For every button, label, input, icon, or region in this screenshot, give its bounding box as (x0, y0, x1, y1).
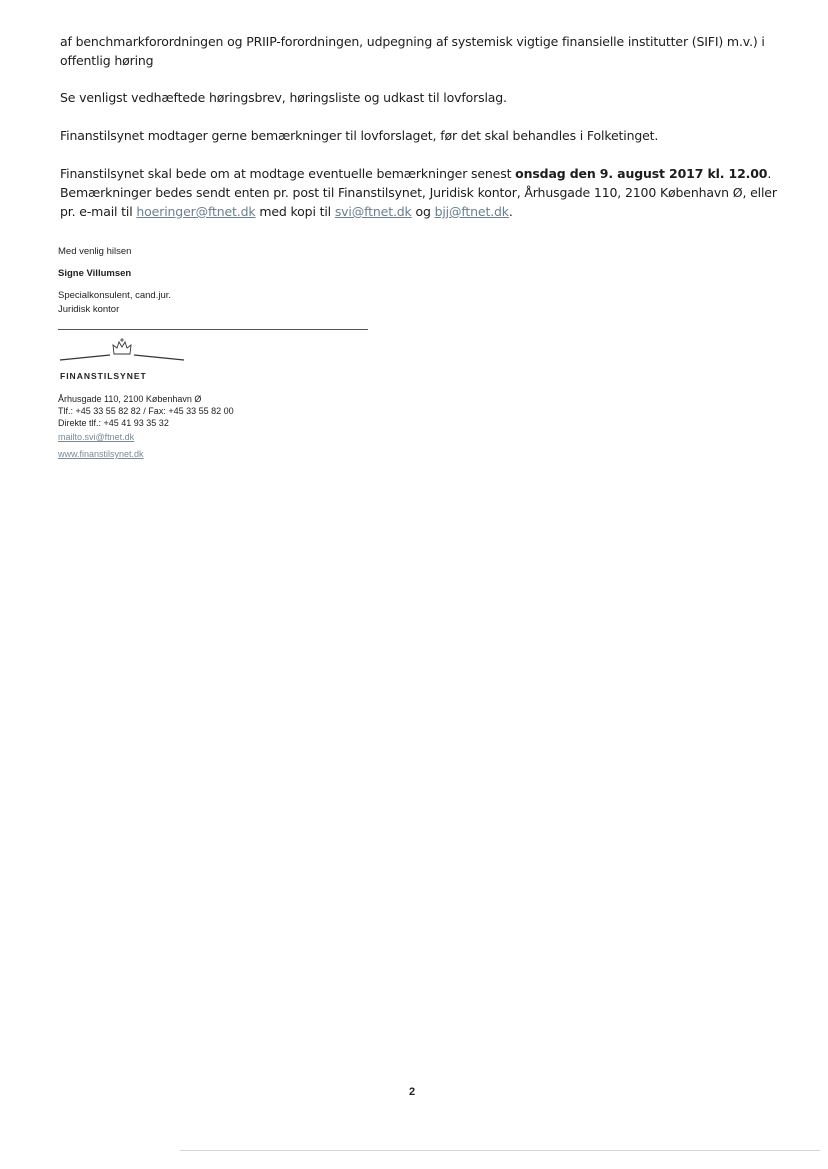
footer-mailto-link[interactable]: mailto.svi@ftnet.dk (58, 432, 135, 442)
footer-phone-fax: Tlf.: +45 33 55 82 82 / Fax: +45 33 55 82 00 (58, 406, 234, 416)
deadline-text-a: Finanstilsynet skal bede om at modtage eventuelle bemærkninger senest (60, 166, 516, 181)
footer-address: Århusgade 110, 2100 København Ø (58, 394, 202, 404)
signature-title: Specialkonsulent, cand.jur. (58, 290, 172, 301)
deadline-text-d: og (411, 204, 435, 219)
deadline-date: onsdag den 9. august 2017 kl. 12.00 (515, 166, 768, 181)
paragraph-deadline (60, 164, 780, 221)
signature-department: Juridisk kontor (58, 304, 120, 315)
deadline-text-c: med kopi til (255, 204, 335, 219)
logo-wordmark: FINANSTILSYNET (60, 371, 147, 381)
deadline-text-b: . Bemærkninger bedes sendt enten pr. post til Finanstilsynet, Juridisk kontor, Århusgade 110, 2100 København Ø, eller pr. e-mail til (60, 166, 777, 219)
signature-divider (58, 329, 368, 330)
paragraph-subject-continuation: af benchmarkforordningen og PRIIP-forordningen, udpegning af systemisk vigtige finansielle institutter (SIFI) m.v.) i offentlig høring (60, 34, 765, 68)
email-link-hoeringer[interactable]: hoeringer@ftnet.dk (136, 204, 256, 219)
email-link-bjj[interactable]: bjj@ftnet.dk (434, 204, 509, 219)
signature-name: Signe Villumsen (58, 268, 132, 279)
crown-logo-icon (58, 336, 188, 366)
footer-direct-phone: Direkte tlf.: +45 41 93 35 32 (58, 418, 169, 428)
page-number: 2 (409, 1086, 416, 1098)
deadline-text-e: . (508, 204, 513, 219)
footer-website-link[interactable]: www.finanstilsynet.dk (58, 449, 144, 459)
email-link-svi[interactable]: svi@ftnet.dk (334, 204, 412, 219)
paragraph-comments-welcome: Finanstilsynet modtager gerne bemærkninger til lovforslaget, før det skal behandles i Folketinget. (60, 128, 659, 143)
paragraph-attachments: Se venligst vedhæftede høringsbrev, høringsliste og udkast til lovforslag. (60, 90, 507, 105)
signature-greeting: Med venlig hilsen (58, 246, 132, 257)
bottom-scan-edge (180, 1150, 820, 1151)
